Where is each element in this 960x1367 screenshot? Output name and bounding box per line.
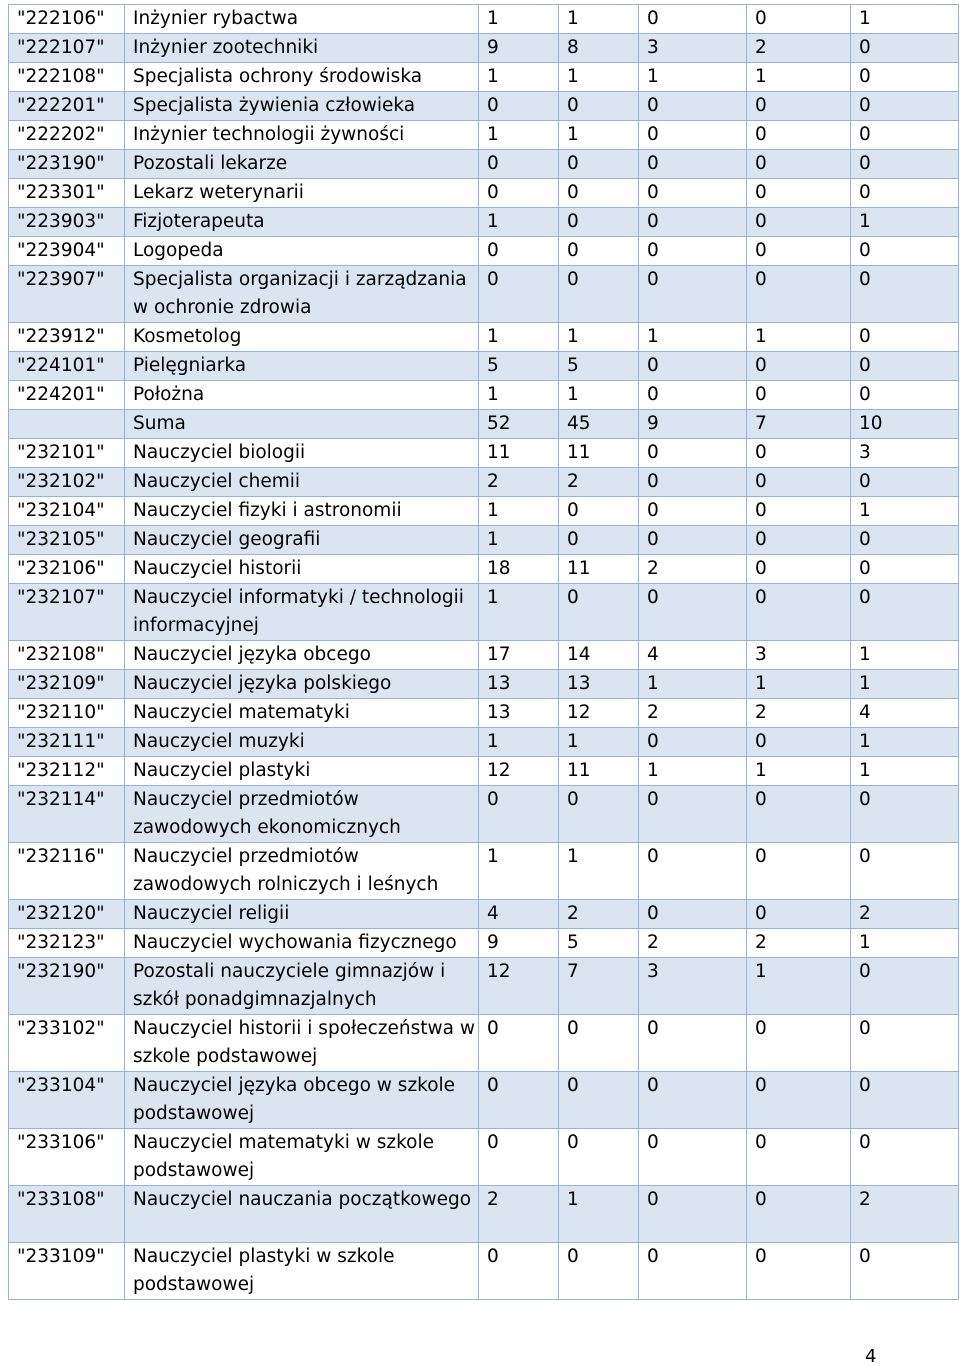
value-cell: 14 — [559, 641, 639, 670]
value-cell: 0 — [851, 179, 959, 208]
value-cell: 0 — [479, 1015, 559, 1072]
table-body — [9, 5, 959, 1300]
table-row — [9, 1072, 959, 1129]
table-row — [9, 1015, 959, 1072]
value-cell: 12 — [479, 958, 559, 1015]
table-row — [9, 929, 959, 958]
value-cell: 0 — [851, 34, 959, 63]
occupation-name-cell: Nauczyciel geografii — [125, 526, 479, 555]
code-cell: "223903" — [9, 208, 125, 237]
table-row — [9, 497, 959, 526]
value-cell: 0 — [639, 900, 747, 929]
value-cell: 1 — [639, 323, 747, 352]
value-cell: 0 — [559, 526, 639, 555]
value-cell: 0 — [851, 786, 959, 843]
code-cell: "223190" — [9, 150, 125, 179]
table-row — [9, 381, 959, 410]
table-row — [9, 34, 959, 63]
value-cell: 1 — [479, 526, 559, 555]
value-cell: 0 — [639, 843, 747, 900]
code-cell: "232114" — [9, 786, 125, 843]
code-cell: "232109" — [9, 670, 125, 699]
code-cell: "232110" — [9, 699, 125, 728]
value-cell: 0 — [559, 150, 639, 179]
value-cell: 0 — [747, 1015, 851, 1072]
value-cell: 0 — [851, 468, 959, 497]
code-cell: "222201" — [9, 92, 125, 121]
value-cell: 0 — [851, 1129, 959, 1186]
value-cell: 0 — [479, 1243, 559, 1300]
value-cell: 0 — [851, 1243, 959, 1300]
value-cell: 1 — [479, 381, 559, 410]
value-cell: 2 — [747, 929, 851, 958]
value-cell: 0 — [851, 958, 959, 1015]
value-cell: 10 — [851, 410, 959, 439]
value-cell: 9 — [479, 929, 559, 958]
code-cell: "222107" — [9, 34, 125, 63]
occupation-name-cell: Nauczyciel biologii — [125, 439, 479, 468]
code-cell: "223904" — [9, 237, 125, 266]
table-row — [9, 786, 959, 843]
value-cell: 0 — [479, 1072, 559, 1129]
value-cell: 0 — [479, 237, 559, 266]
value-cell: 0 — [479, 266, 559, 323]
code-cell: "232105" — [9, 526, 125, 555]
table-row — [9, 843, 959, 900]
value-cell: 0 — [851, 63, 959, 92]
value-cell: 0 — [639, 150, 747, 179]
value-cell: 0 — [747, 381, 851, 410]
table-row — [9, 410, 959, 439]
table-row — [9, 179, 959, 208]
occupation-name-cell: Specjalista żywienia człowieka — [125, 92, 479, 121]
value-cell: 1 — [851, 641, 959, 670]
value-cell: 0 — [559, 266, 639, 323]
code-cell: "233106" — [9, 1129, 125, 1186]
value-cell: 1 — [479, 208, 559, 237]
value-cell: 1 — [479, 728, 559, 757]
value-cell: 1 — [559, 728, 639, 757]
occupation-name-cell: Nauczyciel przedmiotów zawodowych rolniczych i leśnych — [125, 843, 479, 900]
value-cell: 0 — [639, 266, 747, 323]
value-cell: 0 — [639, 92, 747, 121]
value-cell: 0 — [747, 92, 851, 121]
value-cell: 0 — [747, 1243, 851, 1300]
occupation-name-cell: Nauczyciel matematyki — [125, 699, 479, 728]
table-row — [9, 266, 959, 323]
table-row — [9, 1129, 959, 1186]
value-cell: 0 — [851, 352, 959, 381]
value-cell: 0 — [851, 150, 959, 179]
value-cell: 1 — [479, 121, 559, 150]
value-cell: 0 — [479, 1129, 559, 1186]
value-cell: 0 — [559, 497, 639, 526]
occupation-table — [8, 4, 959, 1300]
value-cell: 0 — [639, 1015, 747, 1072]
value-cell: 1 — [559, 381, 639, 410]
value-cell: 2 — [851, 1186, 959, 1243]
value-cell: 18 — [479, 555, 559, 584]
value-cell: 0 — [747, 439, 851, 468]
value-cell: 13 — [479, 670, 559, 699]
value-cell: 0 — [639, 584, 747, 641]
value-cell: 1 — [559, 121, 639, 150]
occupation-name-cell: Nauczyciel religii — [125, 900, 479, 929]
value-cell: 2 — [639, 555, 747, 584]
occupation-name-cell: Inżynier technologii żywności — [125, 121, 479, 150]
value-cell: 0 — [851, 1015, 959, 1072]
occupation-name-cell: Specjalista organizacji i zarządzania w ochronie zdrowia — [125, 266, 479, 323]
value-cell: 0 — [851, 381, 959, 410]
occupation-name-cell: Nauczyciel chemii — [125, 468, 479, 497]
value-cell: 1 — [747, 670, 851, 699]
value-cell: 1 — [479, 843, 559, 900]
value-cell: 1 — [559, 1186, 639, 1243]
value-cell: 4 — [479, 900, 559, 929]
code-cell: "232108" — [9, 641, 125, 670]
value-cell: 11 — [559, 757, 639, 786]
code-cell: "232116" — [9, 843, 125, 900]
occupation-name-cell: Kosmetolog — [125, 323, 479, 352]
value-cell: 0 — [639, 439, 747, 468]
table-row — [9, 958, 959, 1015]
code-cell: "224201" — [9, 381, 125, 410]
value-cell: 0 — [747, 266, 851, 323]
value-cell: 0 — [747, 900, 851, 929]
code-cell: "232112" — [9, 757, 125, 786]
occupation-name-cell: Pozostali nauczyciele gimnazjów i szkół ponadgimnazjalnych — [125, 958, 479, 1015]
value-cell: 2 — [747, 34, 851, 63]
value-cell: 1 — [747, 63, 851, 92]
occupation-name-cell: Suma — [125, 410, 479, 439]
value-cell: 0 — [747, 555, 851, 584]
value-cell: 7 — [559, 958, 639, 1015]
value-cell: 0 — [851, 584, 959, 641]
occupation-name-cell: Nauczyciel historii i społeczeństwa w szkole podstawowej — [125, 1015, 479, 1072]
code-cell: "232104" — [9, 497, 125, 526]
value-cell: 5 — [479, 352, 559, 381]
value-cell: 1 — [479, 584, 559, 641]
table-row — [9, 5, 959, 34]
occupation-name-cell: Nauczyciel języka polskiego — [125, 670, 479, 699]
value-cell: 5 — [559, 929, 639, 958]
value-cell: 4 — [851, 699, 959, 728]
occupation-name-cell: Nauczyciel języka obcego — [125, 641, 479, 670]
value-cell: 0 — [851, 555, 959, 584]
occupation-name-cell: Inżynier zootechniki — [125, 34, 479, 63]
occupation-name-cell: Nauczyciel muzyki — [125, 728, 479, 757]
table-row — [9, 757, 959, 786]
value-cell: 0 — [639, 1129, 747, 1186]
value-cell: 0 — [639, 208, 747, 237]
value-cell: 0 — [639, 352, 747, 381]
code-cell: "233109" — [9, 1243, 125, 1300]
value-cell: 1 — [559, 843, 639, 900]
table-row — [9, 728, 959, 757]
value-cell: 11 — [559, 439, 639, 468]
value-cell: 0 — [747, 121, 851, 150]
value-cell: 0 — [559, 786, 639, 843]
value-cell: 13 — [559, 670, 639, 699]
value-cell: 0 — [559, 179, 639, 208]
value-cell: 7 — [747, 410, 851, 439]
value-cell: 0 — [747, 150, 851, 179]
value-cell: 0 — [559, 1072, 639, 1129]
value-cell: 1 — [851, 670, 959, 699]
occupation-name-cell: Logopeda — [125, 237, 479, 266]
value-cell: 12 — [479, 757, 559, 786]
value-cell: 0 — [479, 150, 559, 179]
value-cell: 0 — [639, 381, 747, 410]
value-cell: 1 — [851, 728, 959, 757]
value-cell: 2 — [851, 900, 959, 929]
value-cell: 0 — [559, 208, 639, 237]
value-cell: 0 — [639, 526, 747, 555]
occupation-name-cell: Pielęgniarka — [125, 352, 479, 381]
value-cell: 1 — [559, 63, 639, 92]
occupation-name-cell: Specjalista ochrony środowiska — [125, 63, 479, 92]
value-cell: 1 — [747, 757, 851, 786]
code-cell: "232111" — [9, 728, 125, 757]
value-cell: 0 — [851, 843, 959, 900]
occupation-name-cell: Nauczyciel plastyki w szkole podstawowej — [125, 1243, 479, 1300]
value-cell: 1 — [851, 208, 959, 237]
table-row — [9, 670, 959, 699]
value-cell: 3 — [639, 34, 747, 63]
table-row — [9, 208, 959, 237]
value-cell: 0 — [851, 266, 959, 323]
value-cell: 1 — [747, 323, 851, 352]
code-cell: "222108" — [9, 63, 125, 92]
code-cell: "233102" — [9, 1015, 125, 1072]
value-cell: 0 — [639, 1186, 747, 1243]
value-cell: 0 — [851, 237, 959, 266]
code-cell: "232120" — [9, 900, 125, 929]
table-row — [9, 699, 959, 728]
occupation-name-cell: Inżynier rybactwa — [125, 5, 479, 34]
value-cell: 0 — [639, 728, 747, 757]
value-cell: 52 — [479, 410, 559, 439]
occupation-name-cell: Pozostali lekarze — [125, 150, 479, 179]
occupation-name-cell: Nauczyciel informatyki / technologii informacyjnej — [125, 584, 479, 641]
value-cell: 1 — [639, 757, 747, 786]
value-cell: 2 — [479, 1186, 559, 1243]
value-cell: 0 — [747, 728, 851, 757]
value-cell: 1 — [851, 5, 959, 34]
value-cell: 1 — [639, 670, 747, 699]
table-row — [9, 1186, 959, 1243]
value-cell: 1 — [479, 497, 559, 526]
code-cell: "223907" — [9, 266, 125, 323]
table-row — [9, 555, 959, 584]
table-row — [9, 468, 959, 497]
occupation-name-cell: Nauczyciel wychowania fizycznego — [125, 929, 479, 958]
value-cell: 1 — [851, 757, 959, 786]
code-cell: "232123" — [9, 929, 125, 958]
value-cell: 0 — [559, 237, 639, 266]
value-cell: 0 — [559, 584, 639, 641]
table-row — [9, 526, 959, 555]
value-cell: 5 — [559, 352, 639, 381]
code-cell: "222106" — [9, 5, 125, 34]
value-cell: 45 — [559, 410, 639, 439]
table-row — [9, 439, 959, 468]
value-cell: 0 — [851, 92, 959, 121]
occupation-name-cell: Położna — [125, 381, 479, 410]
value-cell: 0 — [747, 208, 851, 237]
value-cell: 2 — [747, 699, 851, 728]
code-cell: "232190" — [9, 958, 125, 1015]
value-cell: 0 — [747, 1129, 851, 1186]
value-cell: 0 — [479, 92, 559, 121]
code-cell: "233104" — [9, 1072, 125, 1129]
occupation-name-cell: Nauczyciel plastyki — [125, 757, 479, 786]
table-row — [9, 92, 959, 121]
value-cell: 0 — [559, 1015, 639, 1072]
value-cell: 0 — [639, 468, 747, 497]
occupation-name-cell: Nauczyciel języka obcego w szkole podstawowej — [125, 1072, 479, 1129]
table-row — [9, 150, 959, 179]
value-cell: 1 — [851, 497, 959, 526]
code-cell: "232107" — [9, 584, 125, 641]
value-cell: 0 — [851, 526, 959, 555]
value-cell: 0 — [639, 237, 747, 266]
value-cell: 2 — [559, 900, 639, 929]
value-cell: 0 — [639, 1072, 747, 1129]
code-cell: "223912" — [9, 323, 125, 352]
value-cell: 0 — [747, 1072, 851, 1129]
value-cell: 1 — [851, 929, 959, 958]
value-cell: 0 — [747, 237, 851, 266]
value-cell: 11 — [559, 555, 639, 584]
value-cell: 1 — [479, 323, 559, 352]
value-cell: 9 — [639, 410, 747, 439]
value-cell: 0 — [559, 1243, 639, 1300]
value-cell: 1 — [559, 323, 639, 352]
table-row — [9, 584, 959, 641]
value-cell: 0 — [639, 121, 747, 150]
code-cell: "233108" — [9, 1186, 125, 1243]
table-row — [9, 121, 959, 150]
value-cell: 0 — [747, 179, 851, 208]
value-cell: 12 — [559, 699, 639, 728]
code-cell: "224101" — [9, 352, 125, 381]
value-cell: 13 — [479, 699, 559, 728]
occupation-name-cell: Lekarz weterynarii — [125, 179, 479, 208]
value-cell: 0 — [559, 1129, 639, 1186]
value-cell: 8 — [559, 34, 639, 63]
occupation-name-cell: Fizjoterapeuta — [125, 208, 479, 237]
table-row — [9, 641, 959, 670]
value-cell: 0 — [639, 786, 747, 843]
value-cell: 2 — [479, 468, 559, 497]
page-number: 4 — [865, 1346, 877, 1367]
value-cell: 0 — [851, 1072, 959, 1129]
value-cell: 9 — [479, 34, 559, 63]
value-cell: 0 — [639, 497, 747, 526]
table-row — [9, 1243, 959, 1300]
table-row — [9, 323, 959, 352]
table-row — [9, 900, 959, 929]
value-cell: 1 — [479, 63, 559, 92]
value-cell: 1 — [747, 958, 851, 1015]
value-cell: 0 — [747, 526, 851, 555]
value-cell: 3 — [747, 641, 851, 670]
table-row — [9, 237, 959, 266]
value-cell: 0 — [559, 92, 639, 121]
value-cell: 11 — [479, 439, 559, 468]
occupation-name-cell: Nauczyciel nauczania początkowego — [125, 1186, 479, 1243]
value-cell: 0 — [747, 497, 851, 526]
value-cell: 2 — [559, 468, 639, 497]
value-cell: 0 — [851, 121, 959, 150]
value-cell: 0 — [747, 786, 851, 843]
value-cell: 0 — [479, 786, 559, 843]
code-cell: "232101" — [9, 439, 125, 468]
table-row — [9, 63, 959, 92]
table-row — [9, 352, 959, 381]
value-cell: 1 — [559, 5, 639, 34]
code-cell: "222202" — [9, 121, 125, 150]
occupation-name-cell: Nauczyciel przedmiotów zawodowych ekonomicznych — [125, 786, 479, 843]
occupation-name-cell: Nauczyciel fizyki i astronomii — [125, 497, 479, 526]
value-cell: 17 — [479, 641, 559, 670]
value-cell: 4 — [639, 641, 747, 670]
value-cell: 0 — [747, 584, 851, 641]
value-cell: 0 — [747, 843, 851, 900]
value-cell: 0 — [747, 5, 851, 34]
value-cell: 3 — [639, 958, 747, 1015]
value-cell: 0 — [479, 179, 559, 208]
occupation-name-cell: Nauczyciel historii — [125, 555, 479, 584]
value-cell: 0 — [747, 1186, 851, 1243]
value-cell: 2 — [639, 929, 747, 958]
code-cell — [9, 410, 125, 439]
value-cell: 3 — [851, 439, 959, 468]
code-cell: "223301" — [9, 179, 125, 208]
value-cell: 0 — [639, 179, 747, 208]
value-cell: 1 — [479, 5, 559, 34]
code-cell: "232106" — [9, 555, 125, 584]
value-cell: 0 — [747, 468, 851, 497]
value-cell: 0 — [639, 1243, 747, 1300]
value-cell: 0 — [747, 352, 851, 381]
occupation-name-cell: Nauczyciel matematyki w szkole podstawowej — [125, 1129, 479, 1186]
value-cell: 0 — [639, 5, 747, 34]
code-cell: "232102" — [9, 468, 125, 497]
value-cell: 1 — [639, 63, 747, 92]
value-cell: 2 — [639, 699, 747, 728]
value-cell: 0 — [851, 323, 959, 352]
